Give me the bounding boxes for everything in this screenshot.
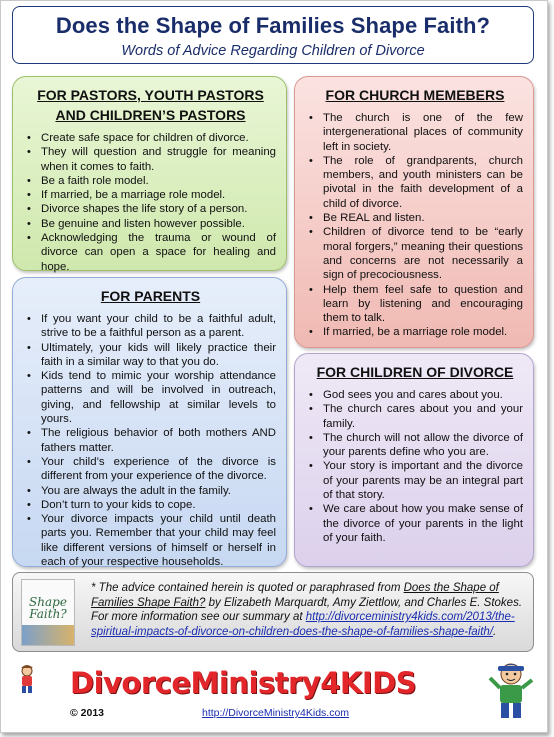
list-item: • Be genuine and listen however possible.: [25, 217, 276, 231]
list-item: • Your divorce impacts your child until death parts you. Remember that your child may feel like different versions of himself or herself in each of your respective households.: [25, 512, 276, 569]
list-item: • Your story is important and the divorce of your parents may be an integral part of that story.: [307, 459, 523, 502]
list-item: • Acknowledging the trauma or wound of divorce can open a space for healing and hope.: [25, 231, 276, 274]
citation-authors: by Elizabeth Marquardt, Amy Ziettlow, and Charles E. Stokes. For more information see our summary at: [91, 596, 523, 623]
list-item: • We care about how you make sense of the divorce of your parents in the light of your faith.: [307, 502, 523, 545]
list-item: • God sees you and cares about you.: [307, 388, 523, 402]
list-item: • Create safe space for children of divorce.: [25, 131, 276, 145]
list-item: • Kids tend to mimic your worship attendance patterns and will be involved in outreach, giving, and fellowship at similar levels to yours.: [25, 369, 276, 426]
list-item: • The church cares about you and your family.: [307, 402, 523, 431]
list-item: • The church will not allow the divorce of your parents define who you are.: [307, 431, 523, 460]
children-heading: FOR CHILDREN OF DIVORCE: [316, 364, 514, 380]
citation-box: [12, 572, 534, 652]
list-item: • If married, be a marriage role model.: [25, 188, 276, 202]
book-cover-title: Shape Faith?: [29, 595, 67, 621]
children-panel: [294, 353, 534, 567]
children-list: [307, 388, 523, 545]
list-item: • Children of divorce tend to be “early moral forgers,” meaning their questions and concerns are not necessarily a sign of precociousness.: [307, 225, 523, 282]
list-item: • The church is one of the few intergenerational places of community left in society.: [307, 111, 523, 154]
church-members-list: [307, 111, 523, 340]
church-members-panel: [294, 76, 534, 348]
citation-end: .: [493, 625, 497, 638]
list-item: • The religious behavior of both mothers AND fathers matter.: [25, 426, 276, 455]
header-box: [12, 6, 534, 64]
list-item: • Divorce shapes the life story of a person.: [25, 202, 276, 216]
citation-intro: * The advice contained herein is quoted or paraphrased from: [91, 582, 404, 594]
divorce-ministry-4-kids-logo: DivorceMinistry4KIDS: [70, 666, 417, 700]
list-item: • Be REAL and listen.: [307, 211, 523, 225]
list-item: • If you want your child to be a faithful adult, strive to be a faithful person as a parent.: [25, 312, 276, 341]
list-item: • Help them feel safe to question and learn by listening and encouraging them to talk.: [307, 283, 523, 326]
list-item: • Be a faith role model.: [25, 174, 276, 188]
list-item: • You are always the adult in the family.: [25, 484, 276, 498]
kid-figure-right-icon: [488, 660, 534, 722]
parents-panel: [12, 277, 287, 567]
book-cover-image: [21, 579, 75, 646]
pastors-panel: [12, 76, 287, 271]
list-item: • The role of grandparents, church members, and youth ministers can be pivotal in the faith development of a child of divorce.: [307, 154, 523, 211]
parents-list: [25, 312, 276, 569]
pastors-heading: FOR PASTORS, YOUTH PASTORS AND CHILDREN’S PASTORS: [37, 87, 264, 123]
list-item: • Ultimately, your kids will likely practice their faith in a similar way to that you do.: [25, 341, 276, 370]
book-title: Does the Shape of Families Shape Faith?: [91, 582, 499, 609]
parents-heading: FOR PARENTS: [100, 288, 201, 304]
list-item: • Your child’s experience of the divorce is different from your experience of the divorce.: [25, 455, 276, 484]
church-members-heading: FOR CHURCH MEMEBERS: [325, 87, 505, 103]
summary-link[interactable]: http://divorceministry4kids.com/2013/the-spiritual-impacts-of-divorce-on-children-does-the-shape-of-families-shape-faith/: [91, 611, 515, 638]
book-cover-photo: [22, 625, 74, 645]
website-link[interactable]: http://DivorceMinistry4Kids.com: [202, 707, 350, 719]
page-subtitle: Words of Advice Regarding Children of Divorce: [121, 43, 425, 59]
copyright: © 2013: [70, 707, 105, 719]
list-item: • Don’t turn to your kids to cope.: [25, 498, 276, 512]
list-item: • If married, be a marriage role model.: [307, 325, 523, 339]
citation-text: [91, 581, 527, 639]
footer: [12, 660, 534, 730]
list-item: • They will question and struggle for meaning when it comes to faith.: [25, 145, 276, 174]
kid-figure-left-icon: [16, 664, 38, 694]
pastors-list: [25, 131, 276, 274]
page-title: Does the Shape of Families Shape Faith?: [55, 13, 491, 38]
